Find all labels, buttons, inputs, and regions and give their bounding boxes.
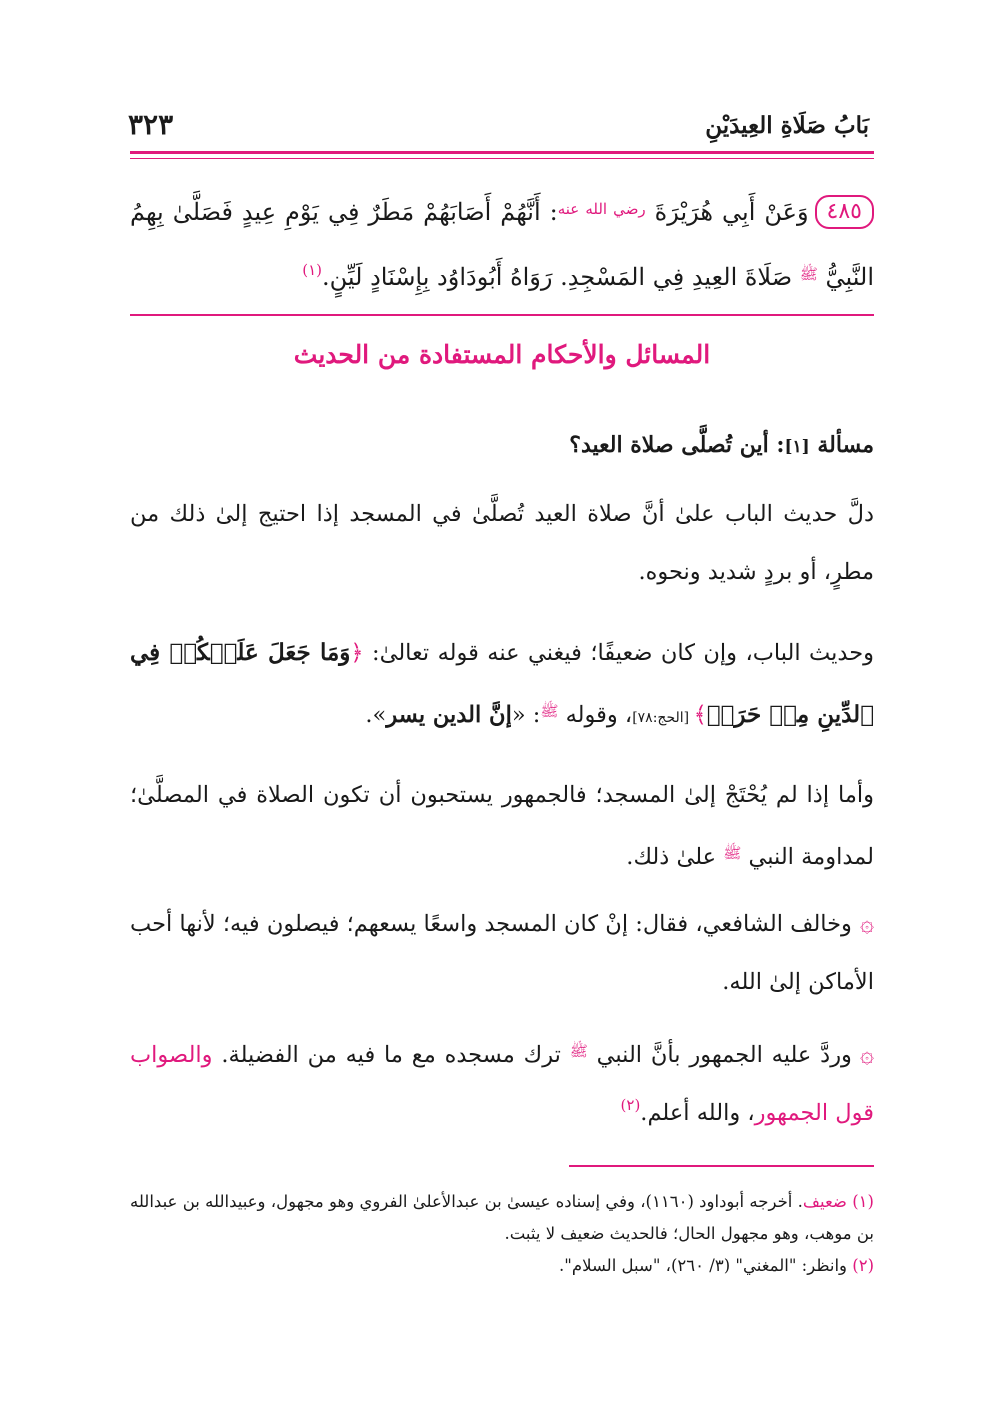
footnote-ref-2[interactable]: (٢) bbox=[620, 1096, 641, 1114]
hadith-quote: إنَّ الدين يسر bbox=[386, 702, 512, 728]
salutation-mark: ﷺ bbox=[799, 265, 818, 283]
radiya-allahu-anhu: رضي الله عنه bbox=[557, 200, 646, 218]
quran-verse: وَمَا جَعَلَ عَلَيۡكُمۡ فِي ٱلدِّينِ مِنۡ حَرَجٖ bbox=[130, 639, 874, 728]
section-heading: المسائل والأحكام المستفادة من الحديث bbox=[293, 340, 711, 369]
paragraph-5: ۞وردَّ عليه الجمهور بأنَّ النبي $^ﷺ$ ترك مسجده مع ما فيه من الفضيلة. والصواب قول الجمهور، والله أعلم.$^{(٢)}$ bbox=[130, 1040, 874, 1126]
grade-label: ضعيف bbox=[802, 1192, 847, 1211]
hadith-separator-rule bbox=[130, 314, 874, 316]
paragraph-4: ۞وخالف الشافعي، فقال: إنْ كان المسجد واسعًا يسعهم؛ فيصلون فيه؛ لأنها أحب الأماكن إلىٰ الله. bbox=[130, 909, 874, 995]
footnote-2: (٢) وانظر: "المغني" (٣/ ٢٦٠)، "سبل السلام". bbox=[559, 1256, 874, 1275]
question-heading: مسألة [١]: أين تُصلَّى صلاة العيد؟ bbox=[569, 432, 874, 458]
footnote-1: (١) ضعيف. أخرجه أبوداود (١١٦٠)، وفي إسناده عيسىٰ بن عبدالأعلىٰ الفروي وهو مجهول، وعبيدالله بن عبدالله بن موهب، وهو مجهول الحال؛ فالحديث ضعيف لا يثبت. bbox=[130, 1192, 874, 1243]
header-rule-thin bbox=[130, 158, 874, 159]
page-number: ٣٢٣ bbox=[128, 108, 174, 141]
verse-reference: [الحج:٧٨] bbox=[632, 710, 694, 726]
hadith-text: ٤٨٥وَعَنْ أَبِي هُرَيْرَةَ $^{رضي الله عنه}$: أَنَّهُمْ أَصَابَهُمْ مَطَرٌ فِي يَوْمِ عِيدٍ فَصَلَّىٰ بِهِمُ النَّبِيُّ $^ﷺ$ صَلَاةَ العِيدِ فِي المَسْجِدِ. رَوَاهُ أَبُودَاوُد بِإِسْنَادٍ لَيِّنٍ.$^{(١)}$ bbox=[130, 178, 874, 308]
paragraph-1: دلَّ حديث الباب علىٰ أنَّ صلاة العيد تُصلَّىٰ في المسجد إذا احتيج إلىٰ ذلك من مطرٍ، أو بردٍ شديد ونحوه. bbox=[130, 501, 874, 585]
footnote-separator bbox=[569, 1165, 874, 1167]
flower-ornament-icon: ۞ bbox=[859, 909, 874, 937]
salutation-mark: ﷺ bbox=[723, 844, 742, 862]
salutation-mark: ﷺ bbox=[540, 702, 559, 720]
paragraph-3: وأما إذا لم يُحْتَجْ إلىٰ المسجد؛ فالجمهور يستحبون أن تكون الصلاة في المصلَّىٰ؛ لمداومة النبي $^ﷺ$ علىٰ ذلك. bbox=[130, 782, 874, 870]
conclusion-highlight: والصواب قول الجمهور bbox=[130, 1042, 874, 1126]
header-rule-thick bbox=[130, 151, 874, 154]
paragraph-2: وحديث الباب، وإن كان ضعيفًا؛ فيغني عنه قوله تعالىٰ: ﴿وَمَا جَعَلَ عَلَيۡكُمۡ فِي ٱلدِّينِ مِنۡ حَرَجٖ﴾ [الحج:٧٨]، وقوله $^ﷺ$: «إنَّ الدين يسر». bbox=[130, 639, 874, 728]
footnote-ref-1[interactable]: (١) bbox=[302, 261, 322, 279]
hadith-number: ٤٨٥ bbox=[815, 195, 874, 229]
running-title: بَابُ صَلَاةِ العِيدَيْنِ bbox=[705, 112, 869, 139]
salutation-mark: ﷺ bbox=[569, 1042, 588, 1060]
footnotes bbox=[130, 1186, 874, 1282]
flower-ornament-icon: ۞ bbox=[859, 1040, 874, 1068]
